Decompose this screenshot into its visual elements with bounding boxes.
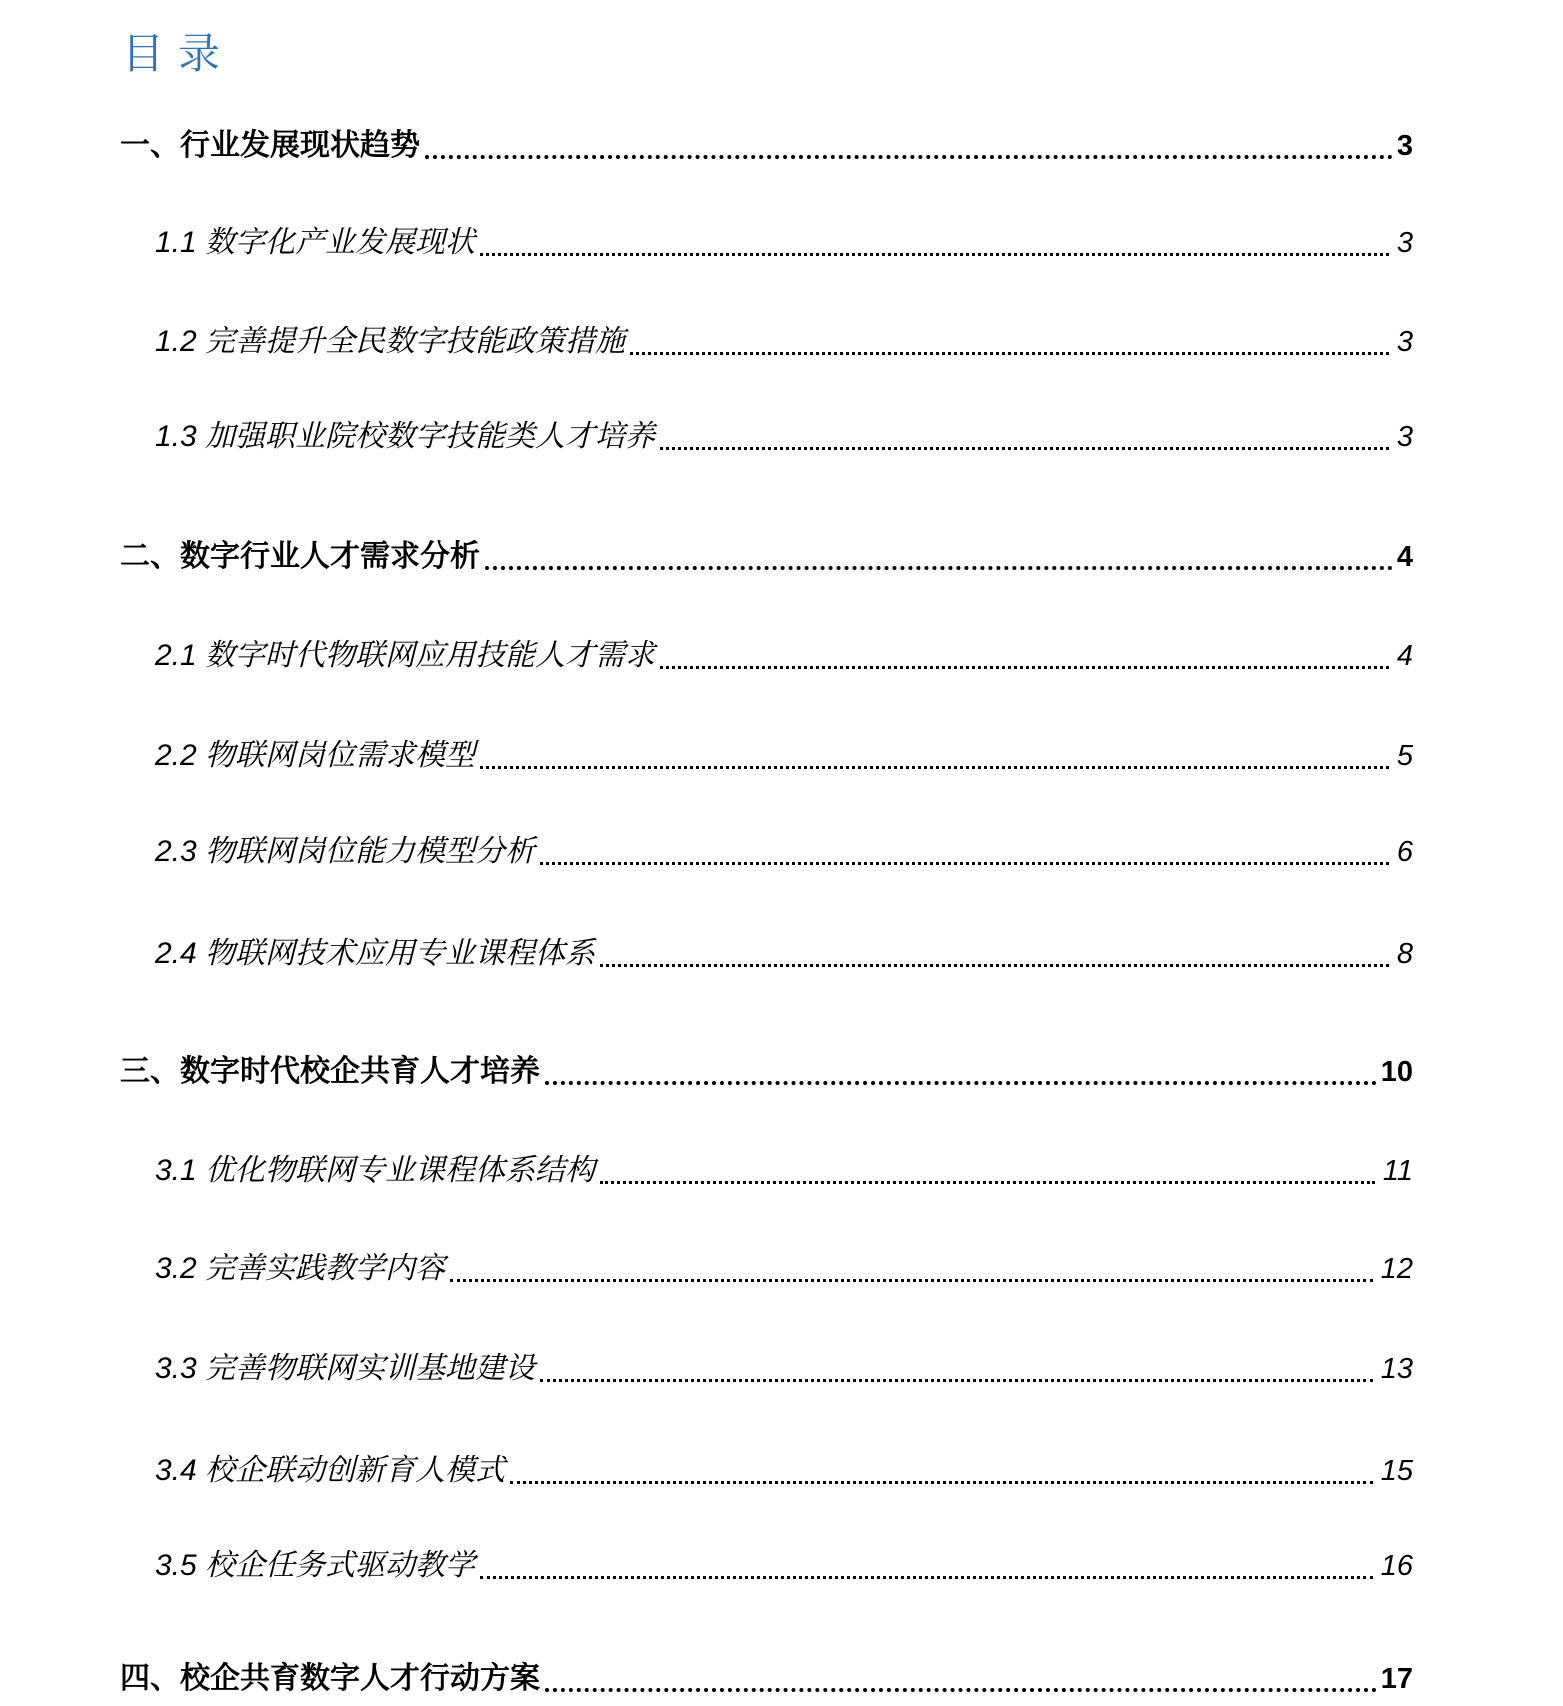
toc-entry-title: 2.4 物联网技术应用专业课程体系 — [155, 937, 596, 970]
toc-entry-title: 3.3 完善物联网实训基地建设 — [155, 1352, 536, 1385]
toc-entry-title: 2.2 物联网岗位需求模型 — [155, 739, 476, 772]
toc-page-number: 8 — [1396, 938, 1413, 970]
toc-entry-title: 2.3 物联网岗位能力模型分析 — [155, 835, 536, 868]
toc-leader-dots — [510, 1481, 1373, 1484]
toc-entry[interactable] — [155, 224, 1413, 262]
toc-page-number: 6 — [1396, 836, 1413, 868]
toc-entry[interactable] — [155, 737, 1413, 775]
toc-leader-dots — [480, 766, 1389, 769]
toc-entry-title: 3.1 优化物联网专业课程体系结构 — [155, 1154, 596, 1187]
toc-leader-dots — [660, 666, 1389, 669]
toc-entry[interactable] — [120, 538, 1413, 576]
toc-page-number: 12 — [1380, 1253, 1413, 1285]
toc-leader-dots — [540, 1379, 1373, 1382]
toc-leader-dots — [600, 964, 1389, 967]
toc-entry-title: 2.1 数字时代物联网应用技能人才需求 — [155, 639, 656, 672]
toc-entry[interactable] — [155, 1250, 1413, 1288]
toc-page-number: 5 — [1396, 740, 1413, 772]
toc-entry-title: 四、校企共育数字人才行动方案 — [120, 1662, 540, 1695]
toc-entry-title: 三、数字时代校企共育人才培养 — [120, 1055, 540, 1088]
toc-leader-dots — [450, 1279, 1373, 1282]
toc-entry[interactable] — [155, 637, 1413, 675]
toc-leader-dots — [600, 1181, 1375, 1184]
toc-entry[interactable] — [155, 1350, 1413, 1388]
toc-entry[interactable] — [155, 833, 1413, 871]
toc-page-number: 16 — [1380, 1550, 1413, 1582]
toc-page-number: 4 — [1396, 640, 1413, 672]
toc-page-number: 3 — [1396, 421, 1413, 453]
toc-leader-dots — [545, 1688, 1377, 1692]
toc-leader-dots — [425, 155, 1393, 159]
toc-page-number: 17 — [1380, 1663, 1413, 1695]
toc-page-number: 11 — [1382, 1155, 1413, 1187]
toc-leader-dots — [480, 1576, 1373, 1579]
toc-entry[interactable] — [120, 1053, 1413, 1091]
page-title: 目录 — [122, 32, 235, 79]
toc-entry-title: 3.5 校企任务式驱动教学 — [155, 1549, 476, 1582]
toc-entry[interactable] — [155, 418, 1413, 456]
toc-page-number: 15 — [1380, 1455, 1413, 1487]
toc-entry[interactable] — [155, 935, 1413, 973]
toc-leader-dots — [480, 253, 1389, 256]
toc-leader-dots — [540, 862, 1389, 865]
toc-entry-title: 1.2 完善提升全民数字技能政策措施 — [155, 325, 626, 358]
toc-entry-title: 3.2 完善实践教学内容 — [155, 1252, 446, 1285]
toc-page-number: 3 — [1396, 227, 1413, 259]
toc-entry[interactable] — [155, 323, 1413, 361]
toc-entry-title: 二、数字行业人才需求分析 — [120, 540, 480, 573]
toc-entry-title: 1.1 数字化产业发展现状 — [155, 226, 476, 259]
toc-entry-title: 1.3 加强职业院校数字技能类人才培养 — [155, 420, 656, 453]
toc-page-number: 3 — [1396, 326, 1413, 358]
toc-page-number: 3 — [1396, 130, 1413, 162]
toc-leader-dots — [485, 566, 1393, 570]
toc-entry[interactable] — [120, 1660, 1413, 1698]
toc-leader-dots — [545, 1081, 1377, 1085]
toc-entry[interactable] — [155, 1452, 1413, 1490]
toc-leader-dots — [630, 352, 1389, 355]
toc-page-number: 13 — [1380, 1353, 1413, 1385]
toc-page-number: 10 — [1380, 1056, 1413, 1088]
toc-entry[interactable] — [155, 1152, 1413, 1190]
toc-entry[interactable] — [120, 127, 1413, 165]
toc-entry-title: 3.4 校企联动创新育人模式 — [155, 1454, 506, 1487]
toc-entry-title: 一、行业发展现状趋势 — [120, 129, 420, 162]
toc-entry[interactable] — [155, 1547, 1413, 1585]
toc-leader-dots — [660, 447, 1389, 450]
toc-page-number: 4 — [1396, 541, 1413, 573]
